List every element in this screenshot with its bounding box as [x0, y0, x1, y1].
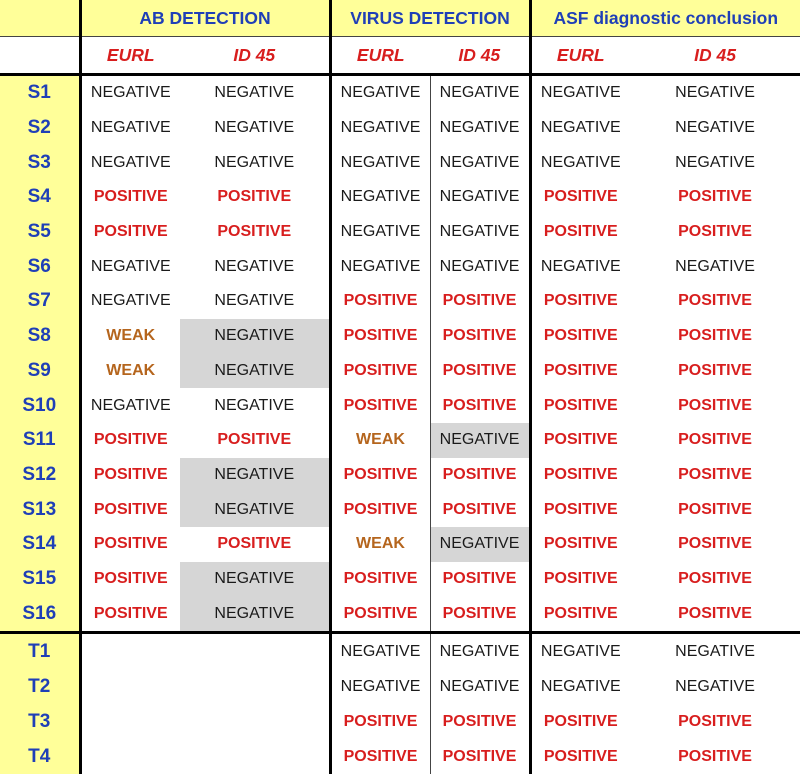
result-cell-ab-id45: POSITIVE: [180, 180, 330, 215]
result-cell-asf-id45: POSITIVE: [678, 712, 752, 730]
result-cell-virus-eurl: POSITIVE: [330, 492, 430, 527]
result-cell-asf-eurl: NEGATIVE: [540, 642, 621, 660]
result-cell-virus-id45: NEGATIVE: [430, 423, 530, 458]
result-cell-virus-id45: NEGATIVE: [430, 669, 530, 704]
result-cell-asf-eurl: NEGATIVE: [540, 677, 621, 695]
result-cell-ab-id45: [180, 739, 330, 774]
result-cell-ab-eurl: POSITIVE: [93, 188, 168, 206]
group-header-virus-detection: VIRUS DETECTION: [330, 0, 530, 37]
row-label: T1: [0, 633, 80, 670]
subheader-ab-id45: ID 45: [180, 37, 330, 75]
row-label: S8: [0, 319, 80, 354]
result-cell-virus-id45: NEGATIVE: [430, 215, 530, 250]
result-cell-asf-id45: NEGATIVE: [675, 119, 755, 137]
result-cell-ab-eurl: [80, 704, 180, 739]
result-cell-virus-id45: POSITIVE: [430, 739, 530, 774]
result-cell-ab-id45: NEGATIVE: [180, 562, 330, 597]
group-header-asf-conclusion: ASF diagnostic conclusion: [530, 0, 800, 37]
result-cell-ab-id45: [180, 633, 330, 670]
row-label: S12: [0, 458, 80, 493]
result-cell-ab-id45: NEGATIVE: [180, 388, 330, 423]
table-row: [0, 596, 800, 632]
result-cell-asf-id45: POSITIVE: [678, 535, 752, 553]
subheader-virus-eurl: EURL: [330, 37, 430, 75]
result-cell-ab-eurl: POSITIVE: [93, 535, 168, 553]
result-cell-asf-eurl: NEGATIVE: [540, 84, 621, 102]
result-cell-virus-id45: NEGATIVE: [430, 111, 530, 146]
result-cell-asf-id45: POSITIVE: [678, 500, 752, 518]
result-cell-virus-id45: POSITIVE: [430, 284, 530, 319]
result-cell-ab-id45: POSITIVE: [180, 423, 330, 458]
result-cell-asf-id45: POSITIVE: [678, 569, 752, 587]
result-cell-ab-eurl: NEGATIVE: [90, 292, 171, 310]
corner-cell-lower: [0, 37, 80, 75]
table-row: [0, 180, 800, 215]
result-cell-asf-id45: NEGATIVE: [675, 642, 755, 660]
result-cell-asf-id45: POSITIVE: [678, 431, 752, 449]
result-cell-virus-eurl: NEGATIVE: [330, 111, 430, 146]
result-cell-asf-eurl: POSITIVE: [543, 465, 618, 483]
result-cell-ab-id45: NEGATIVE: [180, 319, 330, 354]
result-cell-asf-eurl: NEGATIVE: [540, 153, 621, 171]
result-cell-virus-eurl: POSITIVE: [330, 284, 430, 319]
result-cell-asf-id45: NEGATIVE: [675, 153, 755, 171]
result-cell-asf-eurl: POSITIVE: [543, 361, 618, 379]
table-row: [0, 111, 800, 146]
row-label: S5: [0, 215, 80, 250]
result-cell-virus-id45: NEGATIVE: [430, 249, 530, 284]
result-cell-ab-eurl: POSITIVE: [93, 569, 168, 587]
row-label: S9: [0, 354, 80, 389]
table-row: [0, 354, 800, 389]
result-cell-asf-eurl: POSITIVE: [543, 292, 618, 310]
result-cell-ab-eurl: NEGATIVE: [90, 396, 171, 414]
result-cell-asf-id45: POSITIVE: [678, 223, 752, 241]
result-cell-asf-eurl: POSITIVE: [543, 500, 618, 518]
result-cell-virus-id45: POSITIVE: [430, 492, 530, 527]
result-cell-virus-eurl: POSITIVE: [330, 562, 430, 597]
row-label: S14: [0, 527, 80, 562]
result-cell-ab-id45: NEGATIVE: [180, 75, 330, 111]
subheader-asf-eurl: EURL: [530, 37, 630, 75]
table-row: [0, 319, 800, 354]
subheader-virus-id45: ID 45: [430, 37, 530, 75]
corner-cell: [0, 0, 80, 37]
result-cell-asf-eurl: POSITIVE: [543, 396, 618, 414]
result-cell-virus-eurl: NEGATIVE: [330, 145, 430, 180]
result-cell-ab-eurl: NEGATIVE: [90, 119, 171, 137]
subheader-asf-id45: ID 45: [630, 37, 800, 75]
result-cell-asf-eurl: POSITIVE: [543, 327, 618, 345]
table-row: [0, 562, 800, 597]
result-cell-virus-id45: NEGATIVE: [430, 180, 530, 215]
result-cell-ab-id45: NEGATIVE: [180, 596, 330, 632]
result-cell-virus-eurl: NEGATIVE: [330, 633, 430, 670]
table-row: [0, 458, 800, 493]
row-label: S15: [0, 562, 80, 597]
result-cell-ab-eurl: POSITIVE: [93, 500, 168, 518]
result-cell-ab-id45: NEGATIVE: [180, 249, 330, 284]
table-row: [0, 388, 800, 423]
result-cell-asf-eurl: POSITIVE: [543, 535, 618, 553]
result-cell-ab-id45: [180, 704, 330, 739]
result-cell-asf-eurl: POSITIVE: [543, 569, 618, 587]
result-cell-ab-eurl: NEGATIVE: [90, 153, 171, 171]
result-cell-virus-id45: NEGATIVE: [430, 633, 530, 670]
results-body: [0, 75, 800, 775]
table-row: [0, 423, 800, 458]
result-cell-virus-id45: POSITIVE: [430, 562, 530, 597]
result-cell-virus-id45: POSITIVE: [430, 704, 530, 739]
result-cell-ab-id45: NEGATIVE: [180, 492, 330, 527]
result-cell-ab-eurl: [80, 739, 180, 774]
result-cell-asf-eurl: POSITIVE: [543, 188, 618, 206]
result-cell-asf-id45: POSITIVE: [678, 292, 752, 310]
result-cell-virus-id45: NEGATIVE: [430, 75, 530, 111]
row-label: T4: [0, 739, 80, 774]
result-cell-virus-eurl: POSITIVE: [330, 458, 430, 493]
table-row: [0, 215, 800, 250]
result-cell-virus-id45: POSITIVE: [430, 354, 530, 389]
result-cell-virus-eurl: WEAK: [330, 423, 430, 458]
table-row: [0, 527, 800, 562]
result-cell-virus-eurl: POSITIVE: [330, 704, 430, 739]
result-cell-asf-id45: POSITIVE: [678, 361, 752, 379]
result-cell-asf-id45: NEGATIVE: [675, 677, 755, 695]
result-cell-virus-id45: POSITIVE: [430, 319, 530, 354]
result-cell-asf-eurl: NEGATIVE: [540, 119, 621, 137]
group-header-ab-detection: AB DETECTION: [80, 0, 330, 37]
result-cell-asf-id45: POSITIVE: [678, 747, 752, 765]
result-cell-asf-id45: POSITIVE: [678, 465, 752, 483]
result-cell-ab-eurl: WEAK: [106, 327, 156, 345]
result-cell-ab-id45: NEGATIVE: [180, 354, 330, 389]
result-cell-virus-id45: POSITIVE: [430, 596, 530, 632]
table-row: [0, 633, 800, 670]
result-cell-virus-eurl: POSITIVE: [330, 388, 430, 423]
row-label: S7: [0, 284, 80, 319]
result-cell-ab-id45: [180, 669, 330, 704]
result-cell-asf-id45: POSITIVE: [678, 188, 752, 206]
result-cell-asf-id45: NEGATIVE: [675, 257, 755, 275]
result-cell-ab-id45: POSITIVE: [180, 527, 330, 562]
result-cell-virus-eurl: NEGATIVE: [330, 249, 430, 284]
result-cell-ab-id45: POSITIVE: [180, 215, 330, 250]
result-cell-asf-id45: POSITIVE: [678, 327, 752, 345]
result-cell-virus-eurl: NEGATIVE: [330, 215, 430, 250]
table-row: [0, 75, 800, 111]
result-cell-ab-id45: NEGATIVE: [180, 111, 330, 146]
table-row: [0, 284, 800, 319]
result-cell-virus-id45: POSITIVE: [430, 388, 530, 423]
table-row: [0, 145, 800, 180]
result-cell-ab-eurl: POSITIVE: [93, 465, 168, 483]
table-row: [0, 704, 800, 739]
result-cell-ab-eurl: NEGATIVE: [90, 84, 171, 102]
result-cell-virus-eurl: NEGATIVE: [330, 180, 430, 215]
result-cell-asf-id45: POSITIVE: [678, 396, 752, 414]
result-cell-virus-eurl: NEGATIVE: [330, 669, 430, 704]
result-cell-asf-eurl: POSITIVE: [530, 596, 630, 632]
row-label: T2: [0, 669, 80, 704]
result-cell-asf-eurl: NEGATIVE: [540, 257, 621, 275]
result-cell-asf-eurl: POSITIVE: [543, 747, 618, 765]
result-cell-ab-eurl: [80, 669, 180, 704]
result-cell-virus-eurl: POSITIVE: [330, 739, 430, 774]
result-cell-virus-eurl: POSITIVE: [330, 354, 430, 389]
result-cell-ab-id45: NEGATIVE: [180, 145, 330, 180]
result-cell-virus-eurl: POSITIVE: [330, 596, 430, 632]
row-label: S13: [0, 492, 80, 527]
result-cell-ab-id45: NEGATIVE: [180, 458, 330, 493]
table-row: [0, 669, 800, 704]
result-cell-asf-id45: POSITIVE: [630, 596, 800, 632]
result-cell-asf-eurl: POSITIVE: [543, 223, 618, 241]
row-label: T3: [0, 704, 80, 739]
row-label: S10: [0, 388, 80, 423]
row-label: S3: [0, 145, 80, 180]
result-cell-virus-eurl: POSITIVE: [330, 319, 430, 354]
row-label: S6: [0, 249, 80, 284]
result-cell-ab-eurl: WEAK: [106, 361, 156, 379]
result-cell-asf-eurl: POSITIVE: [543, 712, 618, 730]
table-row: [0, 492, 800, 527]
table-row: [0, 739, 800, 774]
result-cell-asf-eurl: POSITIVE: [543, 431, 618, 449]
result-cell-virus-id45: POSITIVE: [430, 458, 530, 493]
result-cell-virus-id45: NEGATIVE: [430, 145, 530, 180]
result-cell-ab-eurl: NEGATIVE: [90, 257, 171, 275]
result-cell-ab-eurl: [80, 633, 180, 670]
table-row: [0, 249, 800, 284]
row-label: S2: [0, 111, 80, 146]
result-cell-asf-id45: NEGATIVE: [675, 84, 755, 102]
result-cell-ab-eurl: POSITIVE: [93, 431, 168, 449]
row-label: S16: [0, 596, 80, 632]
row-label: S4: [0, 180, 80, 215]
subheader-ab-eurl: EURL: [80, 37, 180, 75]
result-cell-ab-id45: NEGATIVE: [180, 284, 330, 319]
result-cell-virus-eurl: WEAK: [330, 527, 430, 562]
result-cell-ab-eurl: POSITIVE: [80, 596, 180, 632]
row-label: S11: [0, 423, 80, 458]
result-cell-ab-eurl: POSITIVE: [93, 223, 168, 241]
result-cell-virus-id45: NEGATIVE: [430, 527, 530, 562]
row-label: S1: [0, 75, 80, 111]
result-cell-virus-eurl: NEGATIVE: [330, 75, 430, 111]
